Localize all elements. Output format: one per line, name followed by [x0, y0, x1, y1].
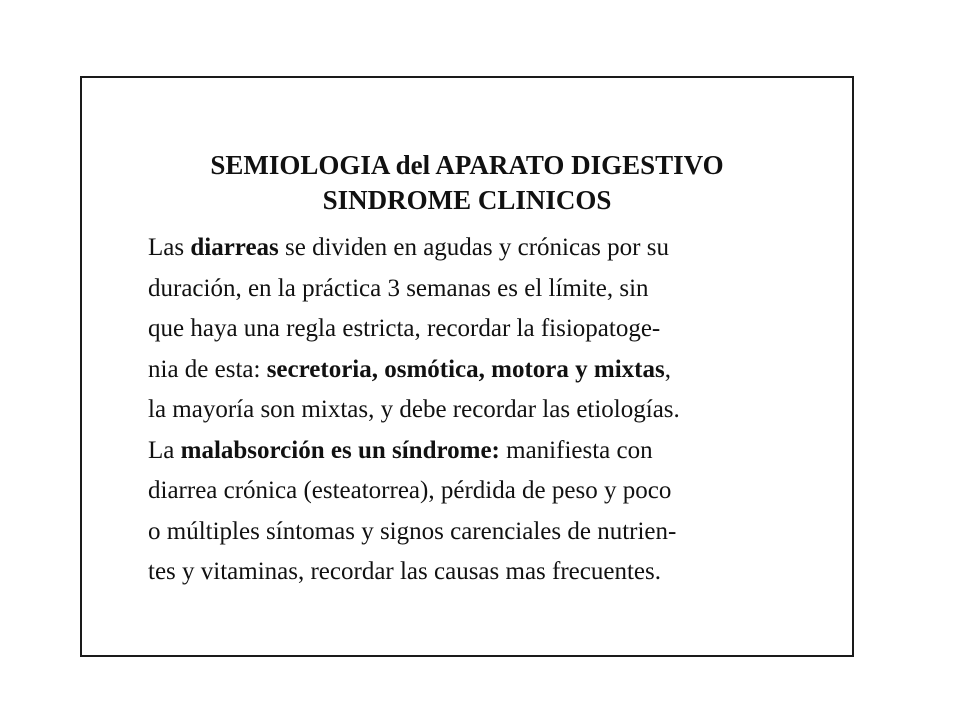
- title-line-2: SINDROME CLINICOS: [322, 185, 612, 215]
- bold-term-diarreas: diarreas: [190, 234, 279, 261]
- body-line-3: que haya una regla estricta, recordar la fisiopatoge-: [148, 315, 661, 342]
- body-line-8: o múltiples síntomas y signos carenciales de nutrien-: [148, 517, 677, 545]
- body-line-9: tes y vitaminas, recordar las causas mas frecuentes.: [148, 558, 661, 585]
- body-text: ,: [664, 355, 671, 383]
- body-line-1: [148, 228, 828, 269]
- body-line-4: [148, 350, 828, 391]
- body-text: manifiesta con: [499, 436, 653, 464]
- text-box-frame: [80, 76, 854, 657]
- title-line-1: SEMIOLOGIA del APARATO DIGESTIVO: [210, 150, 724, 180]
- body-line-7: diarrea crónica (esteatorrea), pérdida de peso y poco: [148, 477, 672, 504]
- body-line-6: [148, 431, 828, 472]
- body-text: nia de esta:: [148, 355, 267, 383]
- body-text: se dividen en agudas y crónicas por su: [278, 234, 669, 261]
- body-line-5: la mayoría son mixtas, y debe recordar las etiologías.: [148, 396, 680, 423]
- body-paragraph: [148, 228, 828, 593]
- body-text: La: [148, 436, 181, 464]
- body-line-2: duración, en la práctica 3 semanas es el límite, sin: [148, 274, 649, 302]
- document-title: [82, 148, 852, 218]
- body-text: Las: [148, 234, 191, 261]
- bold-term-types: secretoria, osmótica, motora y mixtas: [266, 355, 665, 383]
- bold-term-malabsorcion: malabsorción es un síndrome:: [180, 436, 500, 464]
